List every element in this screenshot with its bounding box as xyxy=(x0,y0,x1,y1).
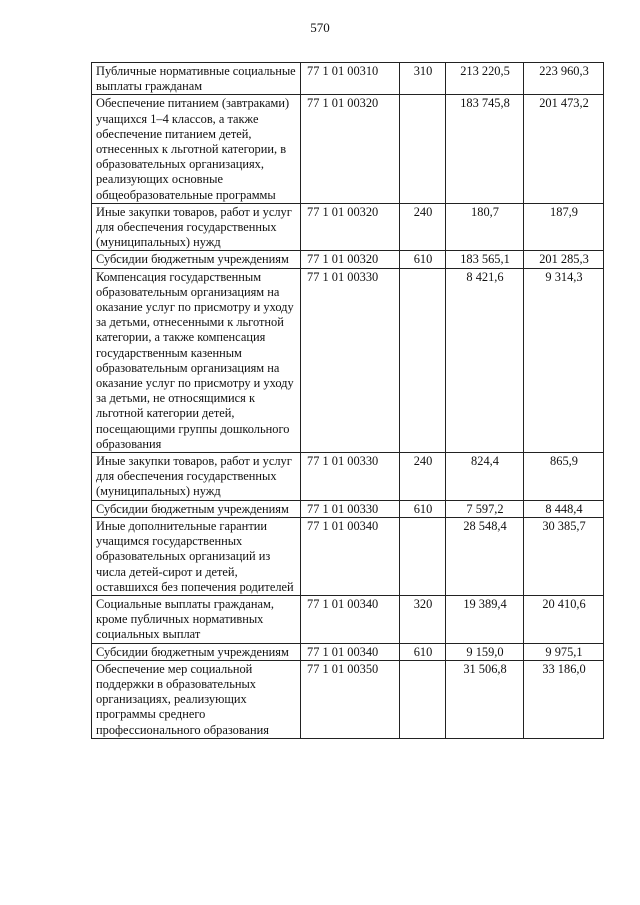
row-value-2-cell: 223 960,3 xyxy=(524,63,604,95)
page-number: 570 xyxy=(310,20,330,35)
row-name-cell: Субсидии бюджетным учреждениям xyxy=(92,500,301,517)
row-name-cell: Иные закупки товаров, работ и услуг для обеспечения государственных (муниципальных) нужд xyxy=(92,203,301,251)
row-value-2-cell: 865,9 xyxy=(524,453,604,501)
row-code-cell: 77 1 01 00310 xyxy=(301,63,400,95)
row-type-cell: 610 xyxy=(400,500,446,517)
row-type-cell: 610 xyxy=(400,251,446,268)
row-value-2-cell: 33 186,0 xyxy=(524,660,604,738)
table-row xyxy=(92,517,604,595)
row-type-cell: 240 xyxy=(400,203,446,251)
row-value-1-cell: 7 597,2 xyxy=(446,500,524,517)
row-name-cell: Обеспечение питанием (завтраками) учащихся 1–4 классов, а также обеспечение питанием детей, отнесенных к льготной категории, в образовательных организациях, реализующих основные общеобразовательные программы xyxy=(92,95,301,203)
table-row xyxy=(92,63,604,95)
row-code-cell: 77 1 01 00320 xyxy=(301,95,400,203)
table-row xyxy=(92,595,604,643)
table-row xyxy=(92,95,604,203)
row-type-cell xyxy=(400,268,446,452)
row-code-cell: 77 1 01 00330 xyxy=(301,453,400,501)
row-value-1-cell: 19 389,4 xyxy=(446,595,524,643)
row-value-1-cell: 8 421,6 xyxy=(446,268,524,452)
row-value-2-cell: 30 385,7 xyxy=(524,517,604,595)
row-name-cell: Публичные нормативные социальные выплаты гражданам xyxy=(92,63,301,95)
row-value-2-cell: 20 410,6 xyxy=(524,595,604,643)
row-value-2-cell: 9 975,1 xyxy=(524,643,604,660)
table-row xyxy=(92,500,604,517)
table-row xyxy=(92,453,604,501)
row-value-1-cell: 183 565,1 xyxy=(446,251,524,268)
row-code-cell: 77 1 01 00340 xyxy=(301,517,400,595)
row-name-cell: Иные дополнительные гарантии учащимся государственных образовательных организаций из числа детей-сирот и детей, оставшихся без попечения родителей xyxy=(92,517,301,595)
row-name-cell: Субсидии бюджетным учреждениям xyxy=(92,643,301,660)
budget-table xyxy=(91,62,604,739)
table-row xyxy=(92,643,604,660)
row-code-cell: 77 1 01 00320 xyxy=(301,203,400,251)
budget-table-body xyxy=(92,63,604,739)
row-code-cell: 77 1 01 00320 xyxy=(301,251,400,268)
row-name-cell: Обеспечение мер социальной поддержки в образовательных организациях, реализующих программы среднего профессионального образования xyxy=(92,660,301,738)
table-row xyxy=(92,203,604,251)
row-value-1-cell: 213 220,5 xyxy=(446,63,524,95)
row-name-cell: Субсидии бюджетным учреждениям xyxy=(92,251,301,268)
row-type-cell: 310 xyxy=(400,63,446,95)
row-value-2-cell: 201 473,2 xyxy=(524,95,604,203)
row-value-2-cell: 201 285,3 xyxy=(524,251,604,268)
row-type-cell xyxy=(400,517,446,595)
row-name-cell: Иные закупки товаров, работ и услуг для обеспечения государственных (муниципальных) нужд xyxy=(92,453,301,501)
row-code-cell: 77 1 01 00340 xyxy=(301,643,400,660)
row-code-cell: 77 1 01 00330 xyxy=(301,500,400,517)
row-value-1-cell: 183 745,8 xyxy=(446,95,524,203)
row-value-1-cell: 180,7 xyxy=(446,203,524,251)
table-row xyxy=(92,268,604,452)
row-value-1-cell: 9 159,0 xyxy=(446,643,524,660)
row-type-cell: 240 xyxy=(400,453,446,501)
row-type-cell xyxy=(400,95,446,203)
row-value-1-cell: 31 506,8 xyxy=(446,660,524,738)
row-code-cell: 77 1 01 00350 xyxy=(301,660,400,738)
row-value-2-cell: 9 314,3 xyxy=(524,268,604,452)
row-code-cell: 77 1 01 00330 xyxy=(301,268,400,452)
row-type-cell: 610 xyxy=(400,643,446,660)
row-value-1-cell: 28 548,4 xyxy=(446,517,524,595)
row-name-cell: Компенсация государственным образовательным организациям на оказание услуг по присмотру и уходу за детьми, отнесенными к льготной категории, а также компенсация государственным казенным образовательным организациям на оказание услуг по присмотру и уходу за детьми, не относящимися к льготной категории детей, посещающими группы дошкольного образования xyxy=(92,268,301,452)
row-value-2-cell: 187,9 xyxy=(524,203,604,251)
row-type-cell xyxy=(400,660,446,738)
row-value-1-cell: 824,4 xyxy=(446,453,524,501)
table-row xyxy=(92,251,604,268)
row-name-cell: Социальные выплаты гражданам, кроме публичных нормативных социальных выплат xyxy=(92,595,301,643)
row-type-cell: 320 xyxy=(400,595,446,643)
row-value-2-cell: 8 448,4 xyxy=(524,500,604,517)
row-code-cell: 77 1 01 00340 xyxy=(301,595,400,643)
table-row xyxy=(92,660,604,738)
